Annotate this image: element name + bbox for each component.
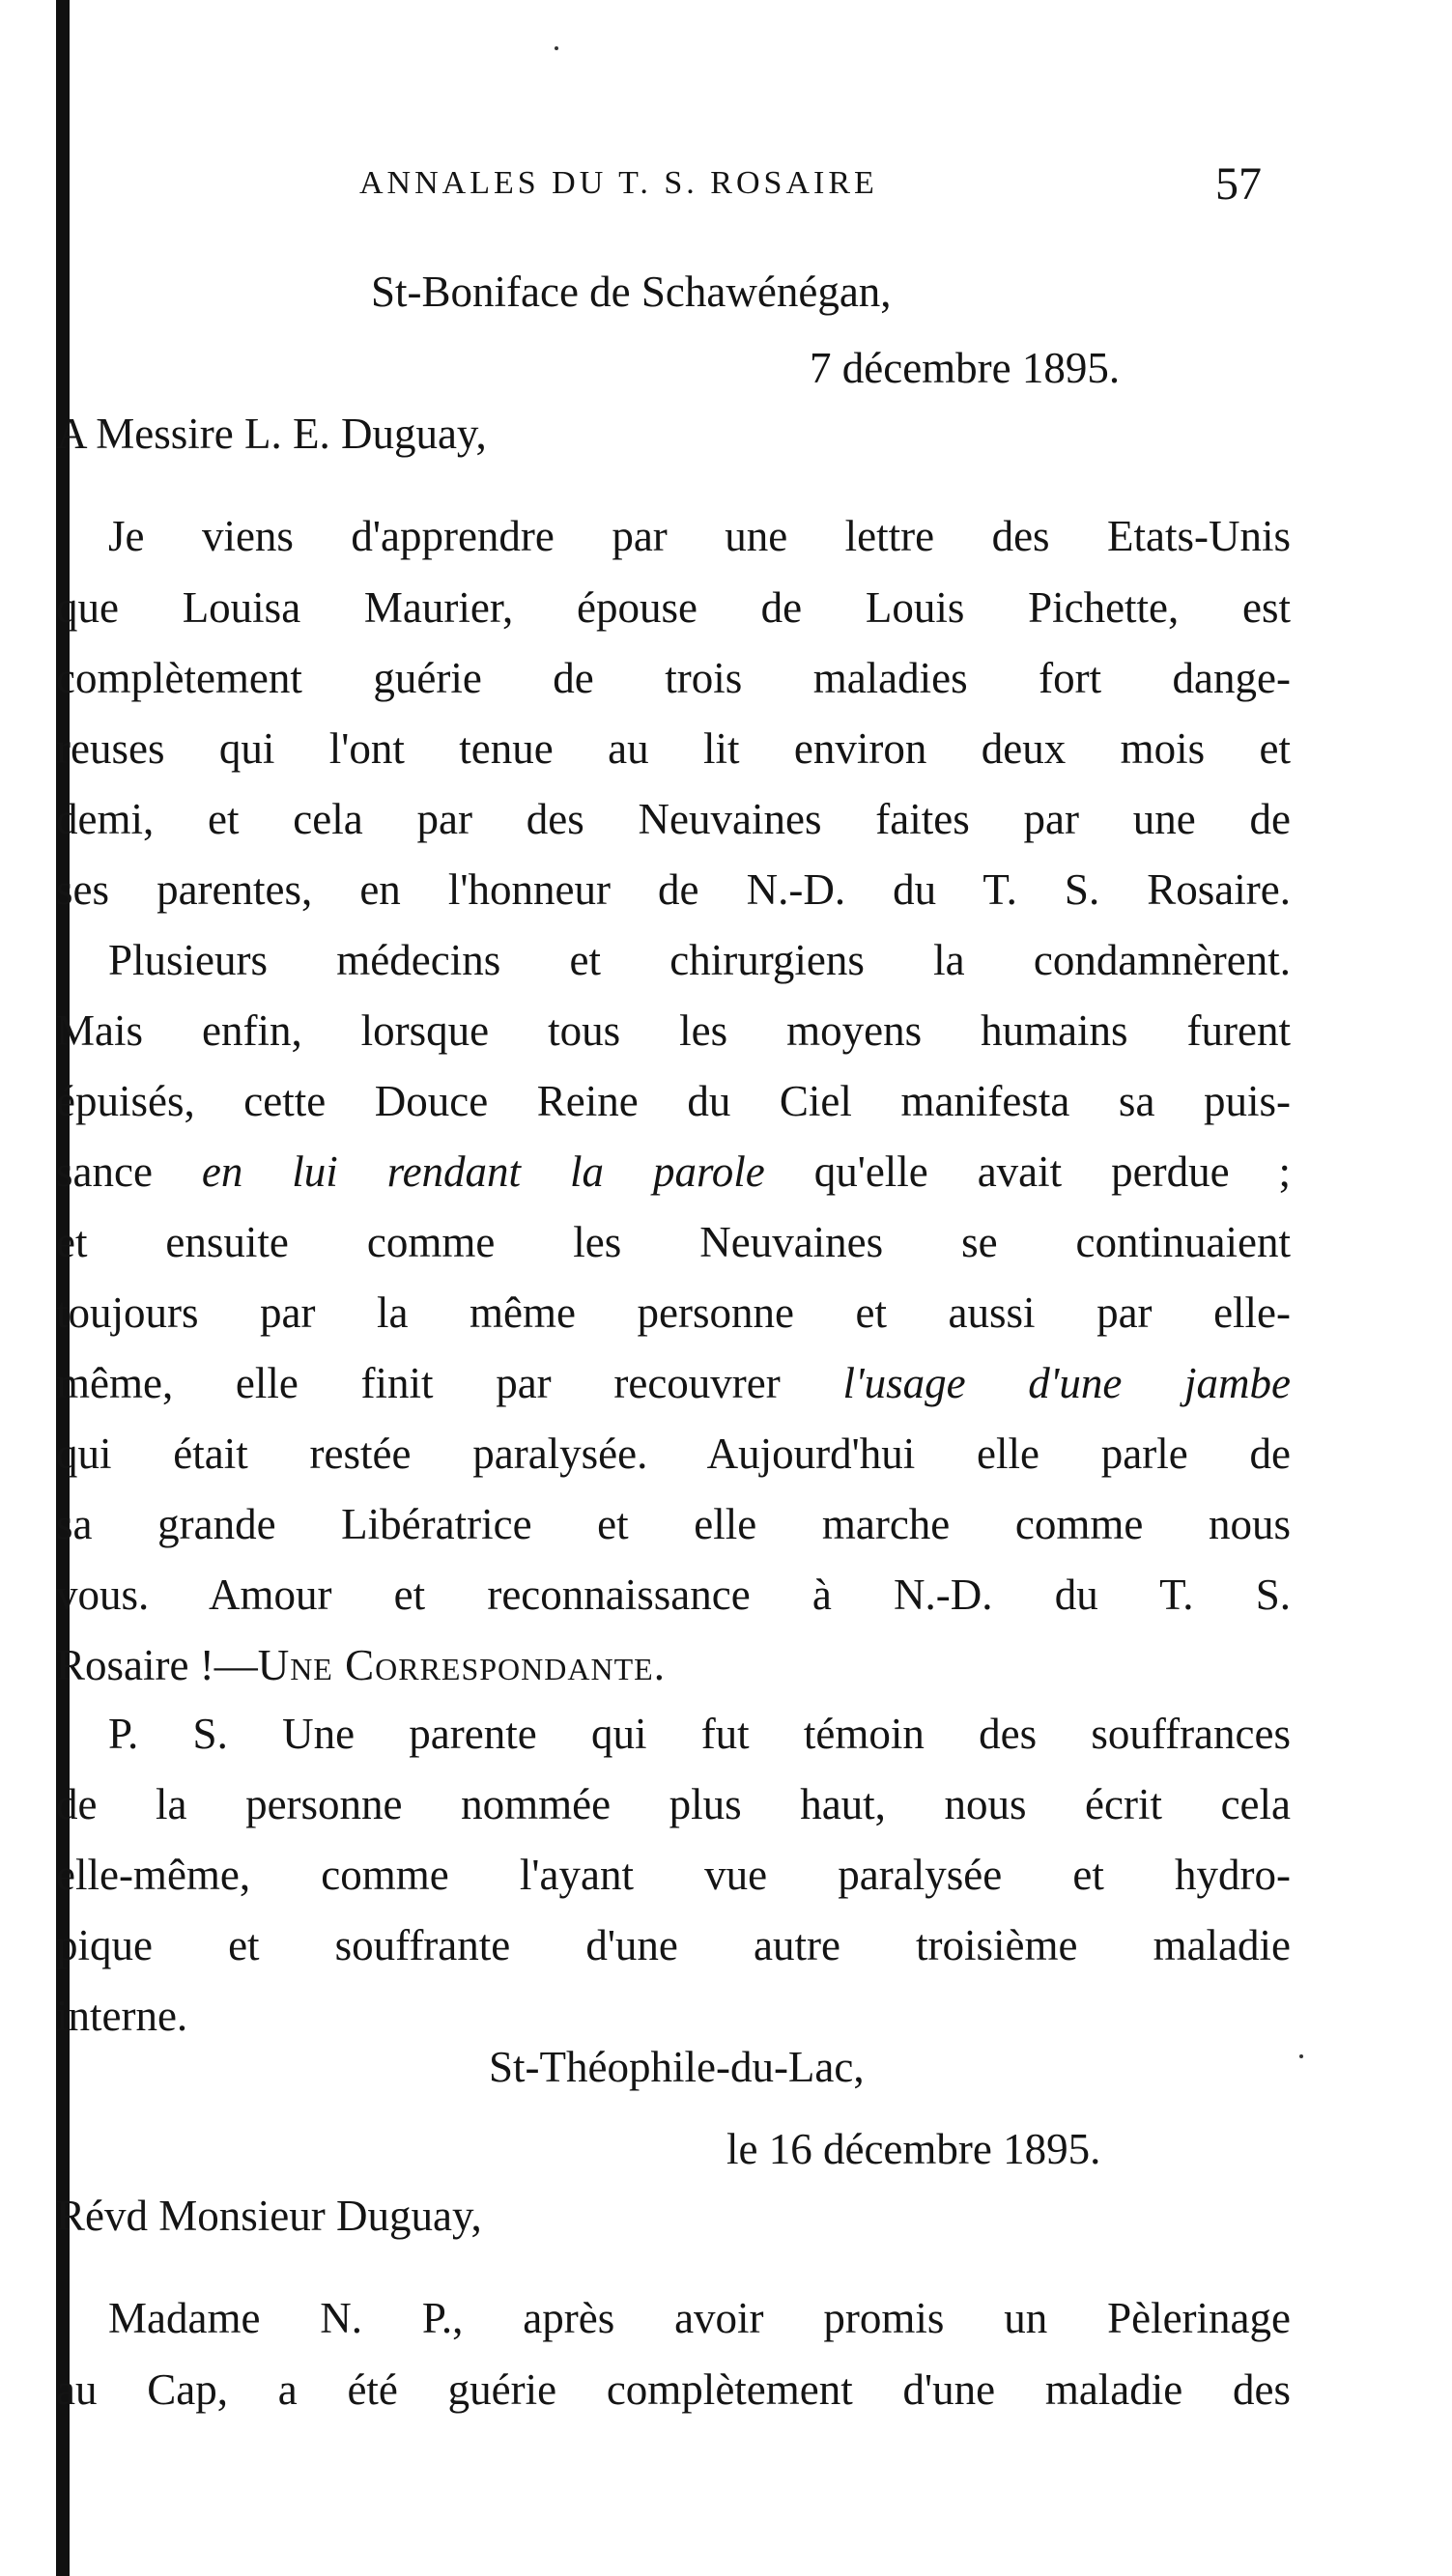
letter-salutation: Révd Monsieur Duguay, xyxy=(56,2192,482,2240)
text-segment: sance xyxy=(56,1147,202,1196)
ink-speck xyxy=(1299,2054,1303,2058)
letter-place: St-Boniface de Schawénégan, xyxy=(371,268,892,316)
letter-place: St-Théophile-du-Lac, xyxy=(489,2043,865,2091)
text-line: qui était restée paralysée. Aujourd'hui elle parle de xyxy=(56,1430,1291,1478)
text-line: vous. Amour et reconnaissance à N.-D. du T. S. xyxy=(56,1571,1291,1619)
text-line: ses parentes, en l'honneur de N.-D. du T. S. Rosaire. xyxy=(56,865,1291,914)
letter-signature: Une Correspondante. xyxy=(257,1641,666,1689)
text-segment: Rosaire !— xyxy=(56,1641,258,1689)
text-line xyxy=(56,1358,1291,1408)
italic-phrase: en lui rendant la parole xyxy=(201,1147,765,1196)
italic-phrase: l'usage d'une jambe xyxy=(842,1359,1291,1407)
text-line: elle-même, comme l'ayant vue paralysée et hydro- xyxy=(56,1851,1291,1899)
text-line: sa grande Libératrice et elle marche comme nous xyxy=(56,1500,1291,1548)
page-number: 57 xyxy=(1215,158,1262,210)
text-line: Plusieurs médecins et chirurgiens la condamnèrent. xyxy=(108,936,1291,984)
text-line: au Cap, a été guérie complètement d'une maladie des xyxy=(56,2365,1291,2414)
text-line: demi, et cela par des Neuvaines faites par une de xyxy=(56,795,1291,843)
text-segment: même, elle finit par recouvrer xyxy=(56,1359,843,1407)
text-line: Mais enfin, lorsque tous les moyens humains furent xyxy=(56,1006,1291,1055)
text-line: que Louisa Maurier, épouse de Louis Pichette, est xyxy=(56,583,1291,632)
text-line: épuisés, cette Douce Reine du Ciel manifesta sa puis- xyxy=(56,1077,1291,1125)
letter-date: 7 décembre 1895. xyxy=(810,344,1121,392)
text-line: Madame N. P., après avoir promis un Pèlerinage xyxy=(108,2294,1291,2342)
ink-speck xyxy=(555,46,558,50)
letter-salutation: A Messire L. E. Duguay, xyxy=(56,410,487,458)
text-line: Je viens d'apprendre par une lettre des Etats-Unis xyxy=(108,512,1291,560)
text-line xyxy=(56,1146,1291,1197)
text-line: reuses qui l'ont tenue au lit environ deux mois et xyxy=(56,724,1291,773)
text-line: de la personne nommée plus haut, nous écrit cela xyxy=(56,1780,1291,1828)
text-line xyxy=(56,1640,666,1690)
running-title: ANNALES DU T. S. ROSAIRE xyxy=(359,165,878,201)
text-line: toujours par la même personne et aussi par elle- xyxy=(56,1288,1291,1337)
text-line: interne. xyxy=(56,1992,188,2040)
letter-date: le 16 décembre 1895. xyxy=(726,2125,1101,2173)
text-line: pique et souffrante d'une autre troisième maladie xyxy=(56,1921,1291,1969)
text-segment: qu'elle avait perdue ; xyxy=(764,1147,1291,1196)
text-line: et ensuite comme les Neuvaines se continuaient xyxy=(56,1218,1291,1266)
text-line: complètement guérie de trois maladies fort dange- xyxy=(56,654,1291,702)
text-line: P. S. Une parente qui fut témoin des souffrances xyxy=(108,1710,1291,1758)
page-header xyxy=(0,157,1452,215)
